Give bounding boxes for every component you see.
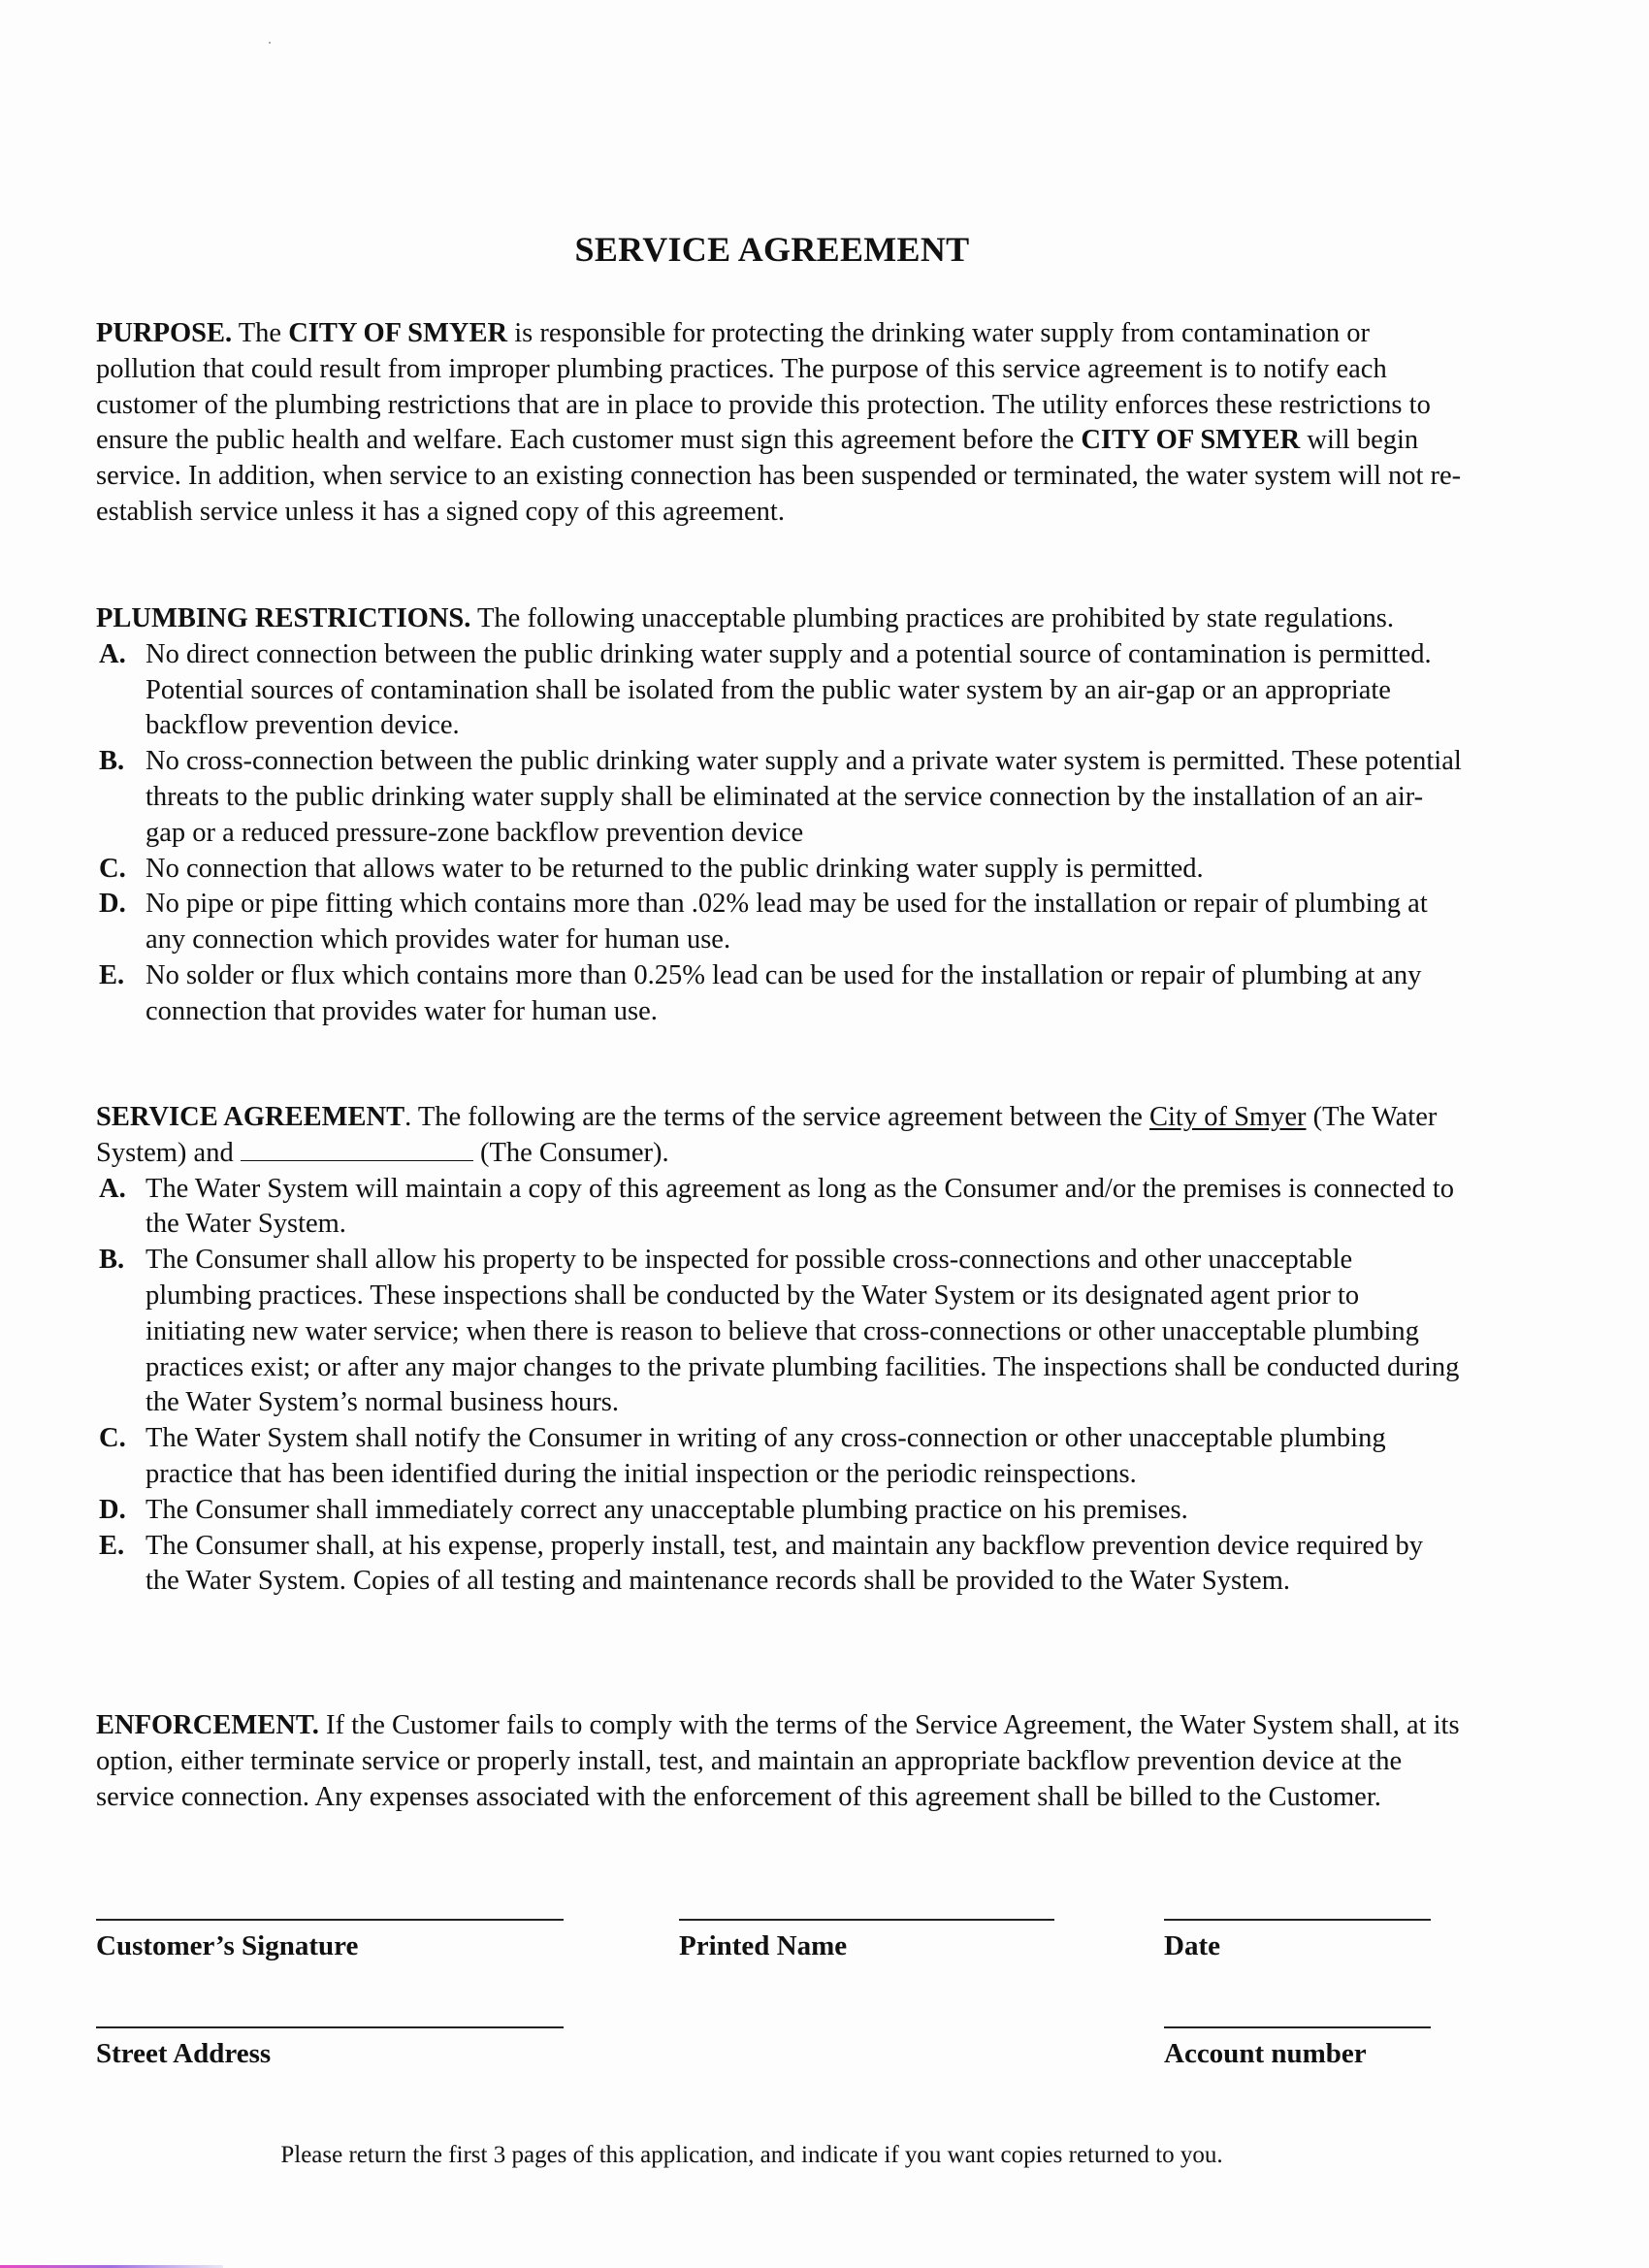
date-label: Date: [1164, 1930, 1220, 1961]
service-agreement-section: [96, 1100, 1462, 1600]
document-title: SERVICE AGREEMENT: [574, 230, 970, 269]
service-city-name: City of Smyer: [1148, 1102, 1307, 1132]
purpose-text-2: is responsible for protecting the drinking water supply from contamination or pollution that could result from improper plumbing practices. The purpose of this service agreement is to notify each customer of the plumbing restrictions that are in place to provide this protection. The utility enforces these restrictions to ensure the public health and welfare. Each customer must sign this agreement before the: [96, 318, 1431, 456]
service-terms-list: [96, 1172, 1462, 1601]
service-heading: SERVICE AGREEMENT: [96, 1102, 405, 1132]
account-number-label: Account number: [1164, 2038, 1367, 2069]
enforcement-text: If the Customer fails to comply with the terms of the Service Agreement, the Water System shall, at its option, either terminate service or properly install, test, and maintain an appropriate backflow prevention device at the service connection. Any expenses associated with the enforcement of this agreement shall be billed to the Customer.: [96, 1710, 1460, 1812]
signature-line: [96, 1919, 564, 1921]
list-item-text: The Consumer shall immediately correct any unacceptable plumbing practice on his premises.: [146, 1494, 1188, 1525]
list-item-text: No pipe or pipe fitting which contains more than .02% lead may be used for the installation or repair of plumbing at any connection which provides water for human use.: [146, 889, 1428, 956]
list-item-key: B.: [99, 746, 125, 777]
purpose-city-name-1: CITY OF SMYER: [288, 318, 508, 348]
purpose-text-3: will begin service. In addition, when service to an existing connection has been suspended or terminated, the water system will not re-establish service unless it has a signed copy of this agreement.: [96, 425, 1462, 527]
list-item: [96, 1421, 1462, 1493]
list-item-text: The Water System shall notify the Consumer in writing of any cross-connection or other unacceptable plumbing practice that has been identified during the initial inspection or the periodic reinspections.: [146, 1423, 1386, 1489]
list-item: [96, 1243, 1462, 1421]
signature-line: [1164, 2026, 1431, 2028]
purpose-text-1: The: [232, 318, 289, 348]
list-item: [96, 637, 1462, 744]
printed-name-label: Printed Name: [679, 1930, 848, 1961]
scan-speck: [269, 42, 271, 44]
purpose-city-name-2: CITY OF SMYER: [1081, 425, 1301, 456]
list-item-key: A.: [99, 638, 126, 669]
list-item: [96, 1172, 1462, 1244]
account-number-field[interactable]: [1164, 2026, 1431, 2070]
plumbing-section: [96, 601, 1462, 1030]
list-item-key: B.: [99, 1245, 125, 1276]
purpose-section: [96, 316, 1462, 531]
list-item-text: The Consumer shall, at his expense, properly install, test, and maintain any backflow prevention device required by the Water System. Copies of all testing and maintenance records shall be provided to the Water System.: [146, 1530, 1423, 1597]
list-item-text: The Water System will maintain a copy of this agreement as long as the Consumer and/or the premises is connected to the Water System.: [146, 1173, 1455, 1240]
street-address-field[interactable]: [96, 2026, 564, 2070]
list-item: [96, 958, 1462, 1030]
list-item-key: C.: [99, 1423, 126, 1454]
signature-line: [96, 2026, 564, 2028]
purpose-heading: PURPOSE.: [96, 318, 233, 348]
enforcement-heading: ENFORCEMENT.: [96, 1710, 319, 1740]
footer-note: Please return the first 3 pages of this application, and indicate if you want copies returned to you.: [280, 2142, 1223, 2168]
printed-name-field[interactable]: [679, 1919, 1054, 1962]
plumbing-intro: [96, 601, 1462, 637]
list-item-key: D.: [99, 1494, 126, 1525]
list-item-text: No solder or flux which contains more than 0.25% lead can be used for the installation or repair of plumbing at any connection that provides water for human use.: [146, 959, 1422, 1026]
list-item-text: No direct connection between the public drinking water supply and a potential source of contamination is permitted. Potential sources of contamination shall be isolated from the public water system by an air-gap or an appropriate backflow prevention device.: [146, 638, 1432, 741]
list-item-key: D.: [99, 889, 126, 920]
customer-signature-field[interactable]: [96, 1919, 564, 1962]
plumbing-intro-text: The following unacceptable plumbing practices are prohibited by state regulations.: [470, 603, 1394, 633]
list-item: [96, 1493, 1462, 1529]
list-item-key: A.: [99, 1173, 126, 1204]
list-item-text: No connection that allows water to be returned to the public drinking water supply is permitted.: [146, 853, 1204, 884]
purpose-paragraph: [96, 316, 1462, 531]
list-item-text: No cross-connection between the public drinking water supply and a private water system is permitted. These potential threats to the public drinking water supply shall be eliminated at the service connection by the installation of an air-gap or a reduced pressure-zone backflow prevention device: [146, 746, 1462, 848]
street-address-label: Street Address: [96, 2038, 272, 2069]
list-item: [96, 1529, 1462, 1601]
service-text-1: . The following are the terms of the service agreement between the: [404, 1102, 1149, 1132]
list-item: [96, 744, 1462, 851]
customer-signature-label: Customer’s Signature: [96, 1930, 359, 1961]
signature-line: [1164, 1919, 1431, 1921]
list-item-text: The Consumer shall allow his property to be inspected for possible cross-connections and other unacceptable plumbing practices. These inspections shall be conducted by the Water System or its designated agent prior to initiating new water service; when there is reason to believe that cross-connections or other unacceptable plumbing practices exist; or after any major changes to the private plumbing facilities. The inspections shall be conducted during the Water System’s normal business hours.: [146, 1245, 1460, 1418]
list-item-key: E.: [99, 959, 125, 990]
consumer-name-blank[interactable]: [241, 1137, 473, 1161]
plumbing-heading: PLUMBING RESTRICTIONS.: [96, 603, 471, 633]
enforcement-paragraph: [96, 1708, 1462, 1815]
plumbing-restrictions-list: [96, 637, 1462, 1030]
list-item: [96, 887, 1462, 958]
service-text-2: (The Water System) and: [96, 1102, 1438, 1168]
list-item: [96, 852, 1462, 888]
list-item-key: C.: [99, 853, 126, 884]
service-text-3: (The Consumer).: [472, 1137, 669, 1168]
signature-line: [679, 1919, 1054, 1921]
enforcement-section: [96, 1708, 1462, 1815]
service-intro: [96, 1100, 1462, 1172]
date-field[interactable]: [1164, 1919, 1431, 1962]
list-item-key: E.: [99, 1530, 125, 1561]
